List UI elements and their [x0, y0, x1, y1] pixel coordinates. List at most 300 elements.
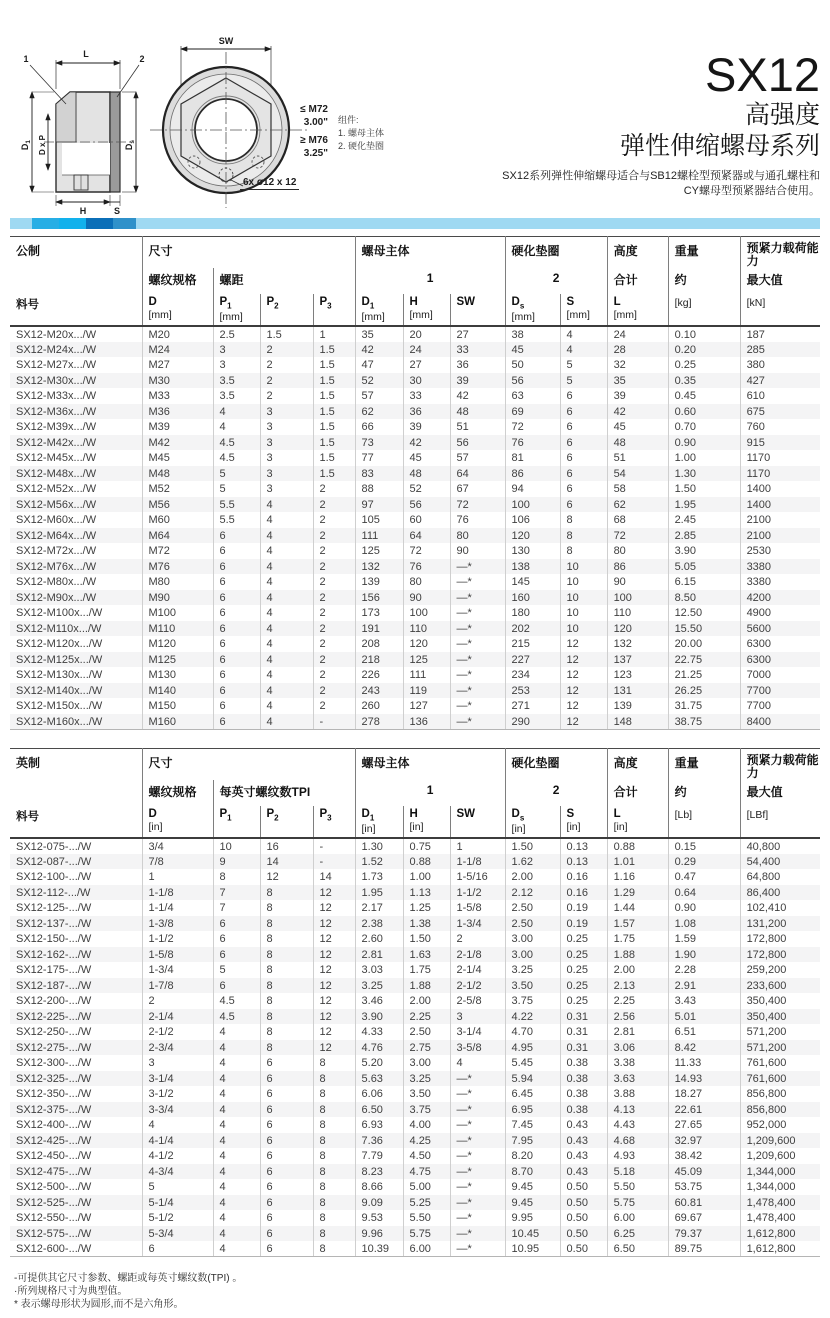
- value-cell: 0.31: [560, 1024, 607, 1040]
- value-cell: 127: [403, 698, 450, 714]
- value-cell: 0.38: [560, 1055, 607, 1071]
- value-cell: 90: [403, 590, 450, 606]
- value-cell: 148: [607, 714, 668, 730]
- value-cell: 0.16: [560, 885, 607, 901]
- value-cell: 3: [260, 450, 313, 466]
- table-row: [10, 528, 820, 544]
- value-cell: 2.25: [607, 993, 668, 1009]
- value-cell: 380: [740, 357, 820, 373]
- value-cell: 0.43: [560, 1117, 607, 1133]
- value-cell: 3.25: [505, 962, 560, 978]
- value-cell: 243: [355, 683, 403, 699]
- callout-2: 2: [139, 54, 145, 64]
- value-cell: 0.15: [668, 838, 740, 854]
- part-number-cell: SX12-M48x.../W: [16, 467, 97, 480]
- value-cell: 14: [313, 869, 355, 885]
- value-cell: M60: [142, 512, 213, 528]
- value-cell: 1.50: [668, 481, 740, 497]
- value-cell: —*: [450, 1164, 505, 1180]
- value-cell: 64,800: [740, 869, 820, 885]
- value-cell: 172,800: [740, 931, 820, 947]
- value-cell: 3.00: [505, 931, 560, 947]
- part-number-cell: SX12-M76x.../W: [16, 560, 97, 573]
- value-cell: 106: [505, 512, 560, 528]
- value-cell: 2: [313, 605, 355, 621]
- value-cell: 1.75: [403, 962, 450, 978]
- value-cell: 6: [260, 1133, 313, 1149]
- value-cell: 2-1/4: [450, 962, 505, 978]
- value-cell: 0.43: [560, 1148, 607, 1164]
- value-cell: 0.50: [560, 1210, 607, 1226]
- value-cell: 88: [355, 481, 403, 497]
- value-cell: 42: [355, 342, 403, 358]
- legend-item-washer: 2. 硬化垫圈: [338, 141, 385, 151]
- value-cell: 3-3/4: [142, 1102, 213, 1118]
- value-cell: 69: [505, 404, 560, 420]
- table-row: [10, 342, 820, 358]
- value-cell: 1-1/4: [142, 900, 213, 916]
- value-cell: 4200: [740, 590, 820, 606]
- value-cell: 2.81: [355, 947, 403, 963]
- value-cell: 39: [403, 419, 450, 435]
- value-cell: 1.50: [403, 931, 450, 947]
- value-cell: 1,612,800: [740, 1241, 820, 1257]
- part-number-cell: SX12-325-.../W: [16, 1072, 92, 1085]
- value-cell: 9.45: [505, 1179, 560, 1195]
- value-cell: —*: [450, 621, 505, 637]
- value-cell: 5: [213, 962, 260, 978]
- unit-system-label: 英制: [16, 756, 41, 770]
- footnote-3: * 表示螺母形状为圆形,而不是六角形。: [14, 1299, 184, 1310]
- value-cell: -: [313, 838, 355, 854]
- value-cell: 3: [260, 481, 313, 497]
- value-cell: 4.93: [607, 1148, 668, 1164]
- value-cell: 72: [505, 419, 560, 435]
- dim-label-H: H: [79, 206, 87, 216]
- value-cell: 3.00: [403, 1055, 450, 1071]
- product-series-title: SX12: [705, 48, 820, 101]
- value-cell: 0.38: [560, 1086, 607, 1102]
- value-cell: 6: [213, 714, 260, 730]
- value-cell: 3.06: [607, 1040, 668, 1056]
- value-cell: 1,612,800: [740, 1226, 820, 1242]
- value-cell: 1.5: [313, 388, 355, 404]
- value-cell: M140: [142, 683, 213, 699]
- value-cell: 4: [213, 1164, 260, 1180]
- value-cell: 2.00: [607, 962, 668, 978]
- section-view-drawing: [18, 42, 150, 217]
- value-cell: 1.00: [403, 869, 450, 885]
- value-cell: 3: [260, 435, 313, 451]
- value-cell: 4.5: [213, 993, 260, 1009]
- value-cell: 102,410: [740, 900, 820, 916]
- value-cell: 4-3/4: [142, 1164, 213, 1180]
- value-cell: 8: [260, 931, 313, 947]
- value-cell: 2.50: [505, 916, 560, 932]
- value-cell: 2: [313, 497, 355, 513]
- value-cell: 1-3/4: [450, 916, 505, 932]
- value-cell: 6.00: [607, 1210, 668, 1226]
- value-cell: 1-1/2: [142, 931, 213, 947]
- value-cell: 1.5: [313, 450, 355, 466]
- product-subtitle-strength: 高强度: [744, 101, 820, 129]
- value-cell: 5: [560, 373, 607, 389]
- value-cell: 67: [450, 481, 505, 497]
- value-cell: 72: [403, 543, 450, 559]
- sub-thread-spec: 螺纹规格: [142, 780, 213, 806]
- value-cell: 7/8: [142, 854, 213, 870]
- value-cell: 45: [505, 342, 560, 358]
- value-cell: 1-5/8: [142, 947, 213, 963]
- value-cell: 1.38: [403, 916, 450, 932]
- value-cell: 610: [740, 388, 820, 404]
- value-cell: 12: [560, 714, 607, 730]
- group-nut-body: 螺母主体: [355, 749, 505, 781]
- value-cell: 1.57: [607, 916, 668, 932]
- value-cell: 35: [355, 326, 403, 342]
- value-cell: 0.70: [668, 419, 740, 435]
- value-cell: 6: [213, 947, 260, 963]
- callout-1: 1: [23, 54, 29, 64]
- column-header: [Lb]: [668, 806, 740, 838]
- column-header: $P_1$ [mm]: [213, 294, 260, 326]
- value-cell: 215: [505, 636, 560, 652]
- value-cell: 0.43: [560, 1133, 607, 1149]
- value-cell: 110: [607, 605, 668, 621]
- value-cell: 6: [213, 543, 260, 559]
- value-cell: 16: [260, 838, 313, 854]
- part-number-cell: SX12-075-.../W: [16, 841, 92, 853]
- value-cell: 60.81: [668, 1195, 740, 1211]
- part-number-cell: SX12-475-.../W: [16, 1165, 92, 1178]
- value-cell: 173: [355, 605, 403, 621]
- value-cell: 8.23: [355, 1164, 403, 1180]
- value-cell: 11.33: [668, 1055, 740, 1071]
- value-cell: 111: [403, 667, 450, 683]
- value-cell: 111: [355, 528, 403, 544]
- value-cell: 4: [260, 574, 313, 590]
- value-cell: 32: [607, 357, 668, 373]
- part-number-cell: SX12-400-.../W: [16, 1119, 92, 1131]
- value-cell: 5: [213, 466, 260, 482]
- value-cell: 1.5: [313, 435, 355, 451]
- value-cell: 4.95: [505, 1040, 560, 1056]
- value-cell: 8: [260, 993, 313, 1009]
- value-cell: 2: [313, 574, 355, 590]
- value-cell: 3.43: [668, 993, 740, 1009]
- value-cell: 2: [313, 667, 355, 683]
- value-cell: 9.96: [355, 1226, 403, 1242]
- value-cell: 120: [607, 621, 668, 637]
- value-cell: 3.46: [355, 993, 403, 1009]
- column-header: $D_s$ [mm]: [505, 294, 560, 326]
- value-cell: 3.75: [403, 1102, 450, 1118]
- value-cell: 24: [403, 342, 450, 358]
- group-washer: 硬化垫圈: [505, 749, 607, 781]
- column-header: [kg]: [668, 294, 740, 326]
- value-cell: 9: [213, 854, 260, 870]
- value-cell: 57: [450, 450, 505, 466]
- column-header: SW: [450, 806, 505, 838]
- value-cell: 2: [260, 373, 313, 389]
- value-cell: 260: [355, 698, 403, 714]
- group-size: 尺寸: [142, 749, 355, 781]
- value-cell: 1,209,600: [740, 1133, 820, 1149]
- sub-approx: 约: [668, 268, 740, 294]
- value-cell: 6: [260, 1117, 313, 1133]
- value-cell: 4.33: [355, 1024, 403, 1040]
- value-cell: 6.00: [403, 1241, 450, 1257]
- value-cell: 2-1/4: [142, 1009, 213, 1025]
- value-cell: 1-7/8: [142, 978, 213, 994]
- value-cell: 350,400: [740, 993, 820, 1009]
- value-cell: 2100: [740, 512, 820, 528]
- value-cell: 5.45: [505, 1055, 560, 1071]
- value-cell: 12: [560, 667, 607, 683]
- part-number-cell: SX12-162-.../W: [16, 948, 92, 961]
- value-cell: 10: [560, 574, 607, 590]
- value-cell: 32.97: [668, 1133, 740, 1149]
- dim-label-D1: $D_1$: [20, 139, 32, 151]
- value-cell: 1.30: [668, 466, 740, 482]
- value-cell: 4: [213, 1210, 260, 1226]
- value-cell: 226: [355, 667, 403, 683]
- group-preload-capacity: [740, 749, 820, 781]
- value-cell: 856,800: [740, 1102, 820, 1118]
- value-cell: 54: [607, 466, 668, 482]
- value-cell: 27.65: [668, 1117, 740, 1133]
- value-cell: 136: [403, 714, 450, 730]
- value-cell: 0.90: [668, 435, 740, 451]
- value-cell: 1.29: [607, 885, 668, 901]
- column-header: [kN]: [740, 294, 820, 326]
- value-cell: M52: [142, 481, 213, 497]
- value-cell: 2.81: [607, 1024, 668, 1040]
- value-cell: 0.64: [668, 885, 740, 901]
- part-number-cell: SX12-M33x.../W: [16, 390, 97, 402]
- part-number-cell: SX12-M160x.../W: [10, 714, 142, 730]
- value-cell: 18.27: [668, 1086, 740, 1102]
- sub-body-number: 1: [355, 780, 505, 806]
- table-row: [10, 1226, 820, 1242]
- value-cell: 12.50: [668, 605, 740, 621]
- value-cell: 10: [560, 590, 607, 606]
- value-cell: 4: [260, 559, 313, 575]
- value-cell: 2: [313, 652, 355, 668]
- value-cell: 1.59: [668, 931, 740, 947]
- value-cell: 3.00: [505, 947, 560, 963]
- value-cell: 0.10: [668, 326, 740, 342]
- value-cell: —*: [450, 1241, 505, 1257]
- part-number-cell: SX12-M125x.../W: [16, 653, 103, 666]
- value-cell: 131: [607, 683, 668, 699]
- value-cell: 915: [740, 435, 820, 451]
- table-row: [10, 388, 820, 404]
- value-cell: 8: [260, 885, 313, 901]
- value-cell: 2.00: [505, 869, 560, 885]
- value-cell: 77: [355, 450, 403, 466]
- value-cell: 12: [313, 900, 355, 916]
- value-cell: 2: [313, 512, 355, 528]
- value-cell: 187: [740, 326, 820, 342]
- group-preload-capacity: [740, 237, 820, 269]
- value-cell: 160: [505, 590, 560, 606]
- value-cell: 1170: [740, 466, 820, 482]
- value-cell: 2-5/8: [450, 993, 505, 1009]
- accent-bar-segment: [32, 218, 59, 229]
- value-cell: 233,600: [740, 978, 820, 994]
- value-cell: 6.25: [607, 1226, 668, 1242]
- table-row: [10, 466, 820, 482]
- value-cell: M150: [142, 698, 213, 714]
- value-cell: 8: [260, 916, 313, 932]
- table-row: [10, 698, 820, 714]
- value-cell: 3380: [740, 574, 820, 590]
- value-cell: 6: [213, 667, 260, 683]
- metric-spec-table: [10, 236, 820, 730]
- value-cell: 0.50: [560, 1195, 607, 1211]
- value-cell: 145: [505, 574, 560, 590]
- value-cell: 60: [403, 512, 450, 528]
- value-cell: 45: [403, 450, 450, 466]
- value-cell: 36: [450, 357, 505, 373]
- value-cell: 3.50: [505, 978, 560, 994]
- value-cell: 1,209,600: [740, 1148, 820, 1164]
- value-cell: 4: [260, 590, 313, 606]
- value-cell: 4: [260, 714, 313, 730]
- value-cell: 427: [740, 373, 820, 389]
- dim-label-SW: SW: [218, 36, 234, 46]
- sub-pitch: 螺距: [213, 268, 355, 294]
- accent-bar-segment: [59, 218, 86, 229]
- drive-holes-note: 6x ø12 x 12: [240, 177, 299, 190]
- value-cell: 12: [260, 869, 313, 885]
- table-row: [10, 605, 820, 621]
- value-cell: —*: [450, 590, 505, 606]
- value-cell: 4.00: [403, 1117, 450, 1133]
- accent-bar-segment: [86, 218, 113, 229]
- value-cell: 8: [313, 1148, 355, 1164]
- value-cell: 1.95: [668, 497, 740, 513]
- value-cell: 7.95: [505, 1133, 560, 1149]
- column-header: D [mm]: [142, 294, 213, 326]
- value-cell: 3.63: [607, 1071, 668, 1087]
- value-cell: 22.75: [668, 652, 740, 668]
- value-cell: —*: [450, 1117, 505, 1133]
- value-cell: 48: [607, 435, 668, 451]
- value-cell: 5: [560, 357, 607, 373]
- group-weight: 重量: [668, 237, 740, 269]
- value-cell: 0.19: [560, 916, 607, 932]
- value-cell: 4.5: [213, 435, 260, 451]
- value-cell: 1400: [740, 497, 820, 513]
- value-cell: 8: [560, 528, 607, 544]
- dim-label-S: S: [113, 206, 121, 216]
- value-cell: 6300: [740, 652, 820, 668]
- value-cell: 6: [560, 450, 607, 466]
- value-cell: —*: [450, 1086, 505, 1102]
- value-cell: -: [313, 714, 355, 730]
- value-cell: 33: [403, 388, 450, 404]
- value-cell: 0.19: [560, 900, 607, 916]
- value-cell: 5-1/2: [142, 1210, 213, 1226]
- part-number-cell: SX12-M100x.../W: [16, 607, 103, 619]
- table-row: [10, 1210, 820, 1226]
- value-cell: 6: [560, 404, 607, 420]
- group-size: 尺寸: [142, 237, 355, 269]
- dim-label-DxP: D x P: [38, 134, 47, 156]
- value-cell: 2100: [740, 528, 820, 544]
- value-cell: 58: [607, 481, 668, 497]
- value-cell: M160: [142, 714, 213, 730]
- value-cell: 139: [607, 698, 668, 714]
- value-cell: 20: [403, 326, 450, 342]
- value-cell: 45.09: [668, 1164, 740, 1180]
- value-cell: 4.76: [355, 1040, 403, 1056]
- value-cell: 12: [313, 931, 355, 947]
- value-cell: 6: [260, 1195, 313, 1211]
- value-cell: 1-5/16: [450, 869, 505, 885]
- table-row: [10, 1024, 820, 1040]
- value-cell: M125: [142, 652, 213, 668]
- table-row: [10, 590, 820, 606]
- value-cell: 6: [260, 1102, 313, 1118]
- value-cell: 8.42: [668, 1040, 740, 1056]
- part-number-cell: SX12-112-.../W: [16, 886, 91, 899]
- value-cell: 10.45: [505, 1226, 560, 1242]
- value-cell: 8: [260, 962, 313, 978]
- value-cell: 120: [403, 636, 450, 652]
- value-cell: M90: [142, 590, 213, 606]
- value-cell: —*: [450, 714, 505, 730]
- value-cell: M72: [142, 543, 213, 559]
- value-cell: 12: [560, 683, 607, 699]
- value-cell: 48: [403, 466, 450, 482]
- value-cell: 1.01: [607, 854, 668, 870]
- value-cell: 2.25: [403, 1009, 450, 1025]
- value-cell: 0.88: [403, 854, 450, 870]
- table-row: [10, 1040, 820, 1056]
- value-cell: 2: [260, 342, 313, 358]
- value-cell: 6.50: [355, 1102, 403, 1118]
- value-cell: 8: [560, 543, 607, 559]
- value-cell: —*: [450, 1133, 505, 1149]
- value-cell: 110: [403, 621, 450, 637]
- table-row: [10, 1241, 820, 1257]
- value-cell: 1.08: [668, 916, 740, 932]
- value-cell: 1-1/8: [450, 854, 505, 870]
- value-cell: 4.68: [607, 1133, 668, 1149]
- value-cell: M36: [142, 404, 213, 420]
- value-cell: 1.63: [403, 947, 450, 963]
- part-number-cell: SX12-M90x.../W: [16, 591, 97, 604]
- part-number-cell: SX12-100-.../W: [16, 871, 92, 883]
- table-row: [10, 450, 820, 466]
- value-cell: 12: [313, 1024, 355, 1040]
- value-cell: 4.25: [403, 1133, 450, 1149]
- value-cell: 4: [260, 512, 313, 528]
- value-cell: 5.05: [668, 559, 740, 575]
- value-cell: 4: [213, 1071, 260, 1087]
- value-cell: 2.91: [668, 978, 740, 994]
- footnote-1: -可提供其它尺寸参数、螺距或每英寸螺纹数(TPI) 。: [14, 1273, 243, 1284]
- value-cell: 3.90: [668, 543, 740, 559]
- value-cell: —*: [450, 683, 505, 699]
- value-cell: 4: [213, 1226, 260, 1242]
- value-cell: 2-1/2: [142, 1024, 213, 1040]
- table-row: [10, 543, 820, 559]
- part-number-cell: SX12-M140x.../W: [16, 684, 103, 697]
